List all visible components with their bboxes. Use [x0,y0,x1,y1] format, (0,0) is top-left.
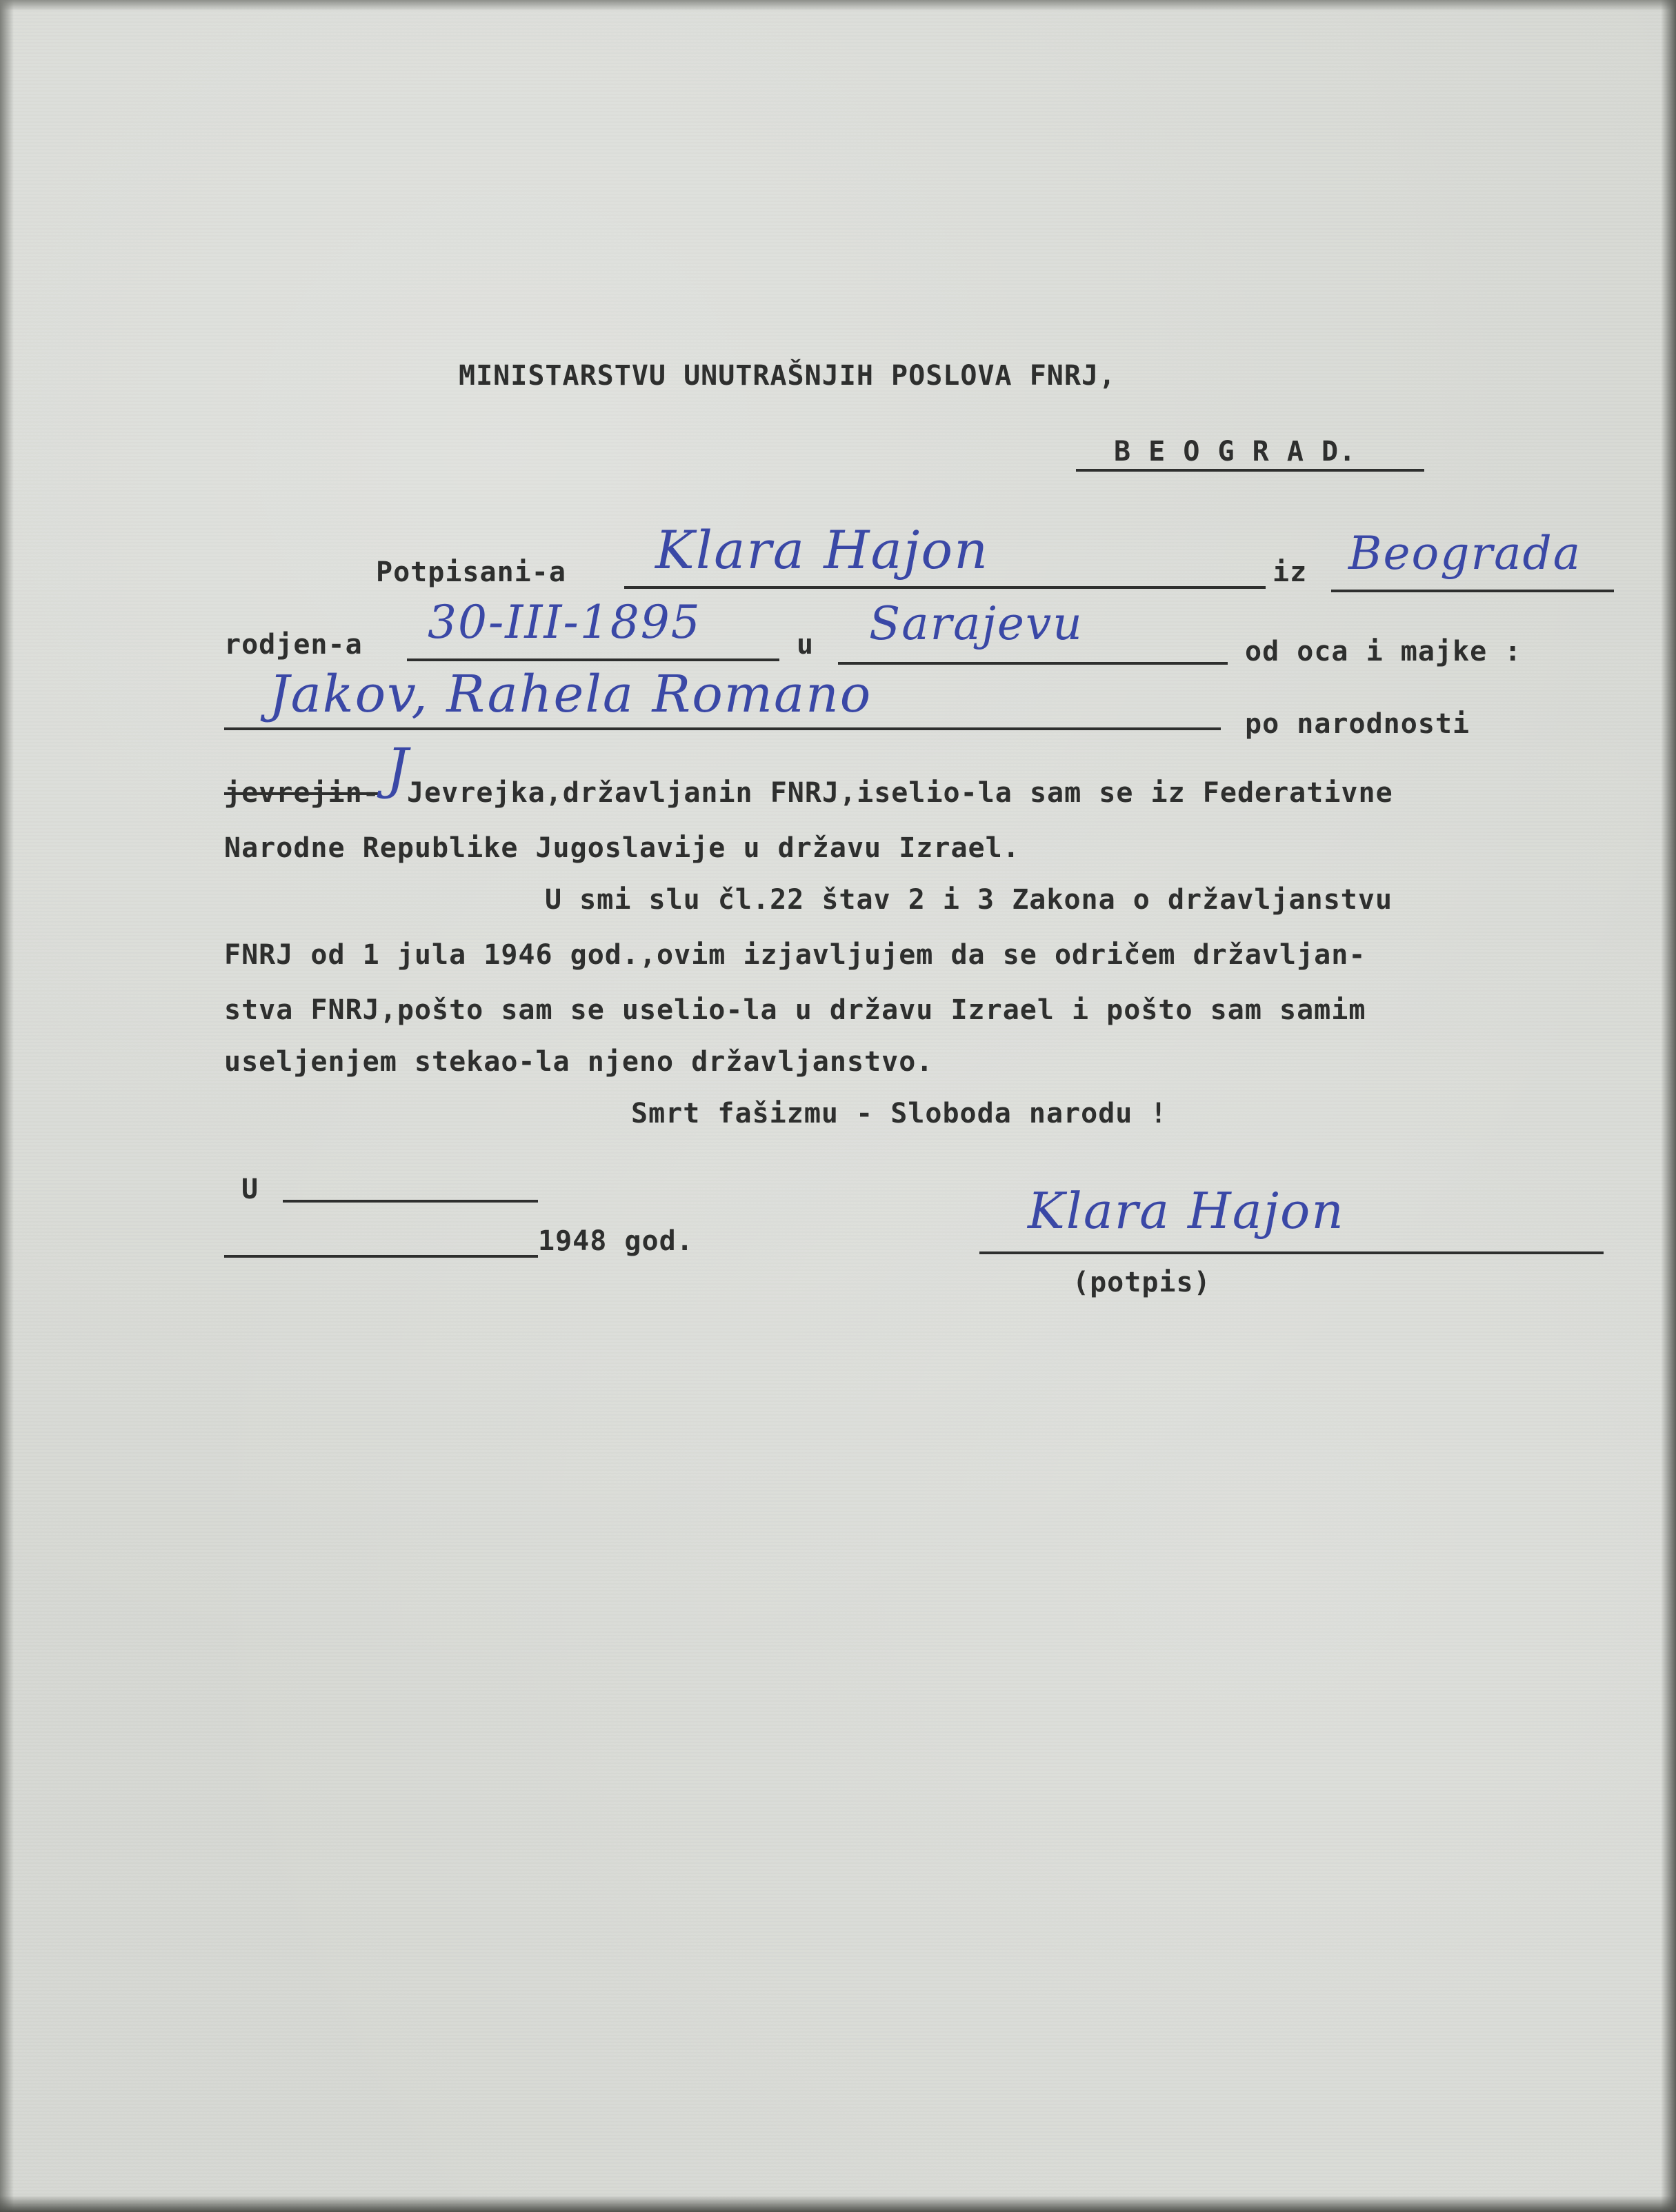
body-line-6: useljenjem stekao-la njeno državljanstvo. [224,1046,934,1078]
place-label: U [241,1174,259,1205]
signature-label: (potpis) [1073,1267,1211,1298]
undersigned-line [624,586,1266,589]
undersigned-label: Potpisani-a [376,556,566,588]
from-label: iz [1273,556,1308,588]
year-text: 1948 god. [538,1225,694,1257]
undersigned-value: Klara Hajon [655,519,990,581]
in-value: Sarajevu [869,597,1084,650]
in-line [838,662,1228,665]
handwritten-correction: J [386,736,410,801]
body-line-2: Narodne Republike Jugoslavije u državu Izrael. [224,832,1020,864]
city-underline [1076,469,1424,472]
scan-edge-bottom [0,2195,1676,2212]
body-line-3: U smi slu čl.22 štav 2 i 3 Zakona o državljanstvu [545,884,1393,916]
ministry-heading: MINISTARSTVU UNUTRAŠNJIH POSLOVA FNRJ, [459,360,1117,392]
scan-edge-right [1661,0,1676,2212]
signature-line [979,1251,1604,1254]
in-label: u [797,629,815,661]
place-line [283,1200,538,1203]
born-label: rodjen-a [224,629,363,661]
signature: Klara Hajon [1028,1182,1345,1240]
body-line-5: stva FNRJ,pošto sam se uselio-la u državu Izrael i pošto sam samim [224,994,1366,1026]
city-heading: B E O G R A D. [1114,436,1357,467]
nationality-label: po narodnosti [1245,708,1470,740]
from-value: Beograda [1348,527,1582,580]
body-line-4: FNRJ od 1 jula 1946 god.,ovim izjavljujem da se odričem državljan- [224,939,1366,971]
crossed-out-word: jevrejin- [224,777,380,809]
parents-line [224,727,1221,730]
scan-edge-left [0,0,14,2212]
slogan: Smrt fašizmu - Sloboda narodu ! [631,1098,1168,1129]
born-line [407,658,779,661]
scan-edge-top [0,0,1676,11]
parents-value: Jakov, Rahela Romano [269,665,872,724]
parents-label: od oca i majke : [1245,636,1522,667]
body-line-1: Jevrejka,državljanin FNRJ,iselio-la sam se iz Federativne [407,777,1393,809]
date-line [224,1255,538,1258]
born-value: 30-III-1895 [428,596,701,649]
from-line [1331,590,1614,592]
